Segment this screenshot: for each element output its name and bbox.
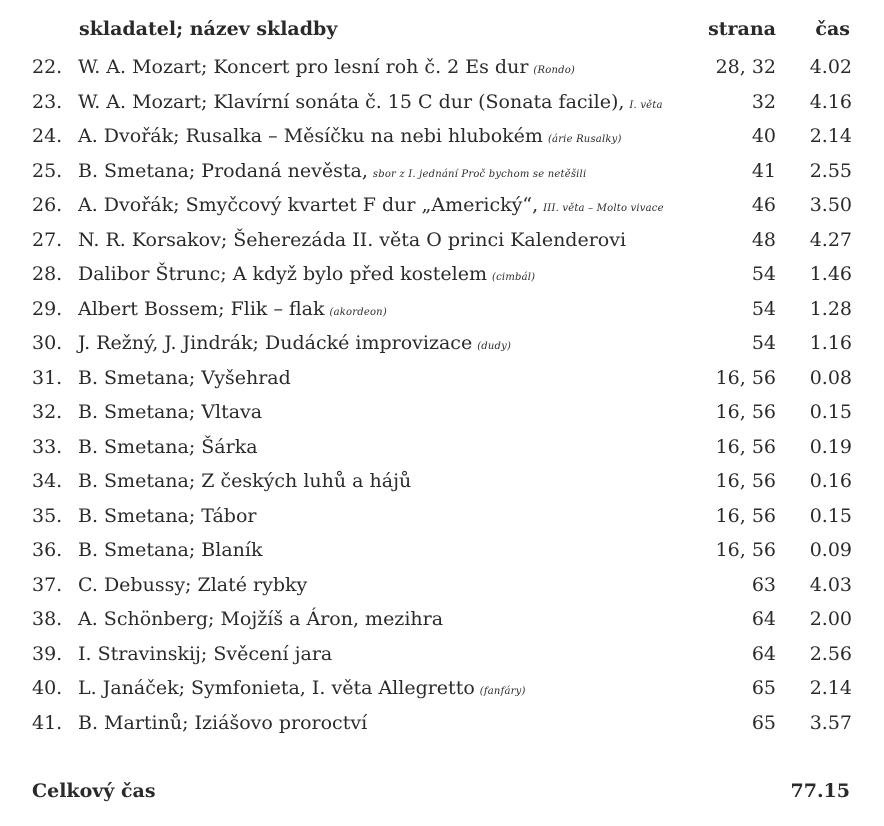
row-title-text: B. Smetana; Šárka <box>78 435 258 458</box>
row-cas: 3.57 <box>809 711 852 734</box>
row-title-text: L. Janáček; Symfonieta, I. věta Allegretto <box>78 677 475 699</box>
row-title <box>78 119 622 158</box>
header-title: skladatel; název skladby <box>79 18 338 40</box>
row-title <box>78 671 526 710</box>
row-title-text: B. Smetana; Prodaná nevěsta, <box>78 159 368 182</box>
table-row <box>0 257 884 292</box>
row-number: 31. <box>32 366 63 389</box>
row-title <box>78 292 387 331</box>
row-title <box>78 499 262 538</box>
row-title <box>78 637 337 676</box>
row-note: (dudy) <box>477 341 512 352</box>
row-cas: 0.08 <box>809 366 852 389</box>
row-cas: 2.56 <box>809 642 852 665</box>
row-title-text: I. Stravinskij; Svěcení jara <box>78 642 333 665</box>
row-title <box>78 50 575 89</box>
table-row <box>0 154 884 189</box>
row-number: 32. <box>32 401 63 423</box>
row-note: (árie Rusalky) <box>547 134 622 145</box>
table-row <box>0 50 884 85</box>
row-cas: 0.15 <box>809 504 852 527</box>
row-number: 28. <box>32 263 63 285</box>
row-cas: 1.28 <box>809 297 852 320</box>
row-number: 27. <box>32 228 63 251</box>
row-cas: 4.16 <box>809 90 852 113</box>
table-row <box>0 671 884 706</box>
row-cas: 1.16 <box>809 332 852 354</box>
table-row <box>0 395 884 430</box>
row-strana: 16, 56 <box>715 470 776 492</box>
row-title-text: W. A. Mozart; Koncert pro lesní roh č. 2 Es dur <box>78 56 529 78</box>
row-strana: 16, 56 <box>715 366 776 389</box>
row-title-text: B. Smetana; Vltava <box>78 401 263 423</box>
row-title-text: B. Smetana; Blaník <box>78 539 263 561</box>
table-row <box>0 326 884 361</box>
row-strana: 65 <box>751 711 776 734</box>
row-cas: 4.02 <box>809 56 852 78</box>
row-strana: 16, 56 <box>715 401 776 423</box>
row-title <box>78 257 535 296</box>
table-row <box>0 499 884 534</box>
row-number: 39. <box>32 642 63 665</box>
table-header <box>0 18 884 44</box>
row-cas: 0.16 <box>809 470 852 492</box>
row-note: (Rondo) <box>533 65 576 76</box>
row-cas: 2.00 <box>809 608 852 630</box>
row-title <box>78 568 312 607</box>
row-title-text: B. Smetana; Tábor <box>78 504 257 527</box>
table-row <box>0 602 884 637</box>
row-strana: 48 <box>751 228 776 251</box>
row-number: 24. <box>32 125 63 147</box>
row-strana: 65 <box>751 677 776 699</box>
total-row <box>0 780 884 808</box>
row-cas: 4.03 <box>809 573 852 596</box>
row-cas: 2.55 <box>809 159 852 182</box>
row-title-text: A. Dvořák; Smyčcový kvartet F dur „Americký“, <box>78 194 539 216</box>
row-number: 34. <box>32 470 63 492</box>
table-row <box>0 430 884 465</box>
row-number: 41. <box>32 711 63 734</box>
row-title <box>78 395 267 434</box>
row-note: sbor z I. jednání Proč bychom se netěšili <box>372 168 587 180</box>
row-strana: 16, 56 <box>715 435 776 458</box>
row-number: 26. <box>32 194 63 216</box>
table-row <box>0 188 884 223</box>
track-list <box>0 50 884 740</box>
row-title <box>78 361 296 400</box>
row-note: I. věta <box>629 99 663 111</box>
row-number: 22. <box>32 56 63 78</box>
row-note: (fanfáry) <box>479 686 526 697</box>
row-strana: 16, 56 <box>715 539 776 561</box>
row-title <box>78 326 511 365</box>
row-number: 36. <box>32 539 63 561</box>
row-title <box>78 188 664 227</box>
row-number: 38. <box>32 608 63 630</box>
row-title-text: Albert Bossem; Flik – flak <box>78 297 325 320</box>
row-title <box>78 85 663 124</box>
table-row <box>0 292 884 327</box>
row-note: III. věta – Molto vivace <box>543 203 664 214</box>
row-title-text: A. Dvořák; Rusalka – Měsíčku na nebi hlubokém <box>78 125 543 147</box>
row-strana: 32 <box>751 90 776 113</box>
row-cas: 0.15 <box>809 401 852 423</box>
row-strana: 64 <box>751 642 776 665</box>
row-number: 25. <box>32 159 63 182</box>
table-row <box>0 223 884 258</box>
row-number: 29. <box>32 297 63 320</box>
row-strana: 63 <box>751 573 776 596</box>
row-title-text: B. Smetana; Vyšehrad <box>78 366 291 389</box>
row-strana: 54 <box>751 332 776 354</box>
row-strana: 64 <box>751 608 776 630</box>
row-cas: 3.50 <box>809 194 852 216</box>
row-title <box>78 602 448 641</box>
row-number: 33. <box>32 435 63 458</box>
total-value: 77.15 <box>790 780 850 802</box>
row-strana: 46 <box>751 194 776 216</box>
row-title-text: N. R. Korsakov; Šeherezáda II. věta O princi Kalenderovi <box>78 228 627 251</box>
row-title-text: B. Smetana; Z českých luhů a hájů <box>78 470 412 492</box>
row-strana: 54 <box>751 263 776 285</box>
table-row <box>0 637 884 672</box>
row-number: 30. <box>32 332 63 354</box>
table-row <box>0 85 884 120</box>
row-note: (akordeon) <box>329 306 387 318</box>
row-title-text: A. Schönberg; Mojžíš a Áron, mezihra <box>78 608 444 630</box>
table-row <box>0 361 884 396</box>
row-title-text: J. Režný, J. Jindrák; Dudácké improvizace <box>78 332 473 354</box>
row-title-text: C. Debussy; Zlaté rybky <box>78 573 308 596</box>
row-title <box>78 706 372 745</box>
table-row <box>0 533 884 568</box>
row-strana: 54 <box>751 297 776 320</box>
row-strana: 16, 56 <box>715 504 776 527</box>
row-cas: 0.19 <box>809 435 852 458</box>
row-number: 37. <box>32 573 63 596</box>
row-strana: 40 <box>751 125 776 147</box>
row-strana: 41 <box>751 159 776 182</box>
row-number: 35. <box>32 504 63 527</box>
header-cas: čas <box>815 18 850 40</box>
row-cas: 0.09 <box>809 539 852 561</box>
table-row <box>0 568 884 603</box>
header-strana: strana <box>708 18 776 40</box>
row-title <box>78 430 263 469</box>
row-cas: 2.14 <box>809 677 852 699</box>
row-number: 23. <box>32 90 63 113</box>
row-cas: 2.14 <box>809 125 852 147</box>
table-row <box>0 464 884 499</box>
row-cas: 4.27 <box>809 228 852 251</box>
row-title-text: B. Martinů; Iziášovo proroctví <box>78 711 368 734</box>
total-label: Celkový čas <box>32 780 156 802</box>
row-number: 40. <box>32 677 63 699</box>
row-title <box>78 223 631 262</box>
row-title <box>78 533 267 572</box>
row-note: (cimbál) <box>492 272 536 283</box>
table-row <box>0 119 884 154</box>
row-cas: 1.46 <box>809 263 852 285</box>
row-title-text: Dalibor Štrunc; A když bylo před kostelem <box>78 263 488 285</box>
row-title <box>78 154 586 193</box>
table-row <box>0 706 884 741</box>
row-title-text: W. A. Mozart; Klavírní sonáta č. 15 C dur (Sonata facile), <box>78 90 625 113</box>
row-strana: 28, 32 <box>715 56 776 78</box>
row-title <box>78 464 416 503</box>
